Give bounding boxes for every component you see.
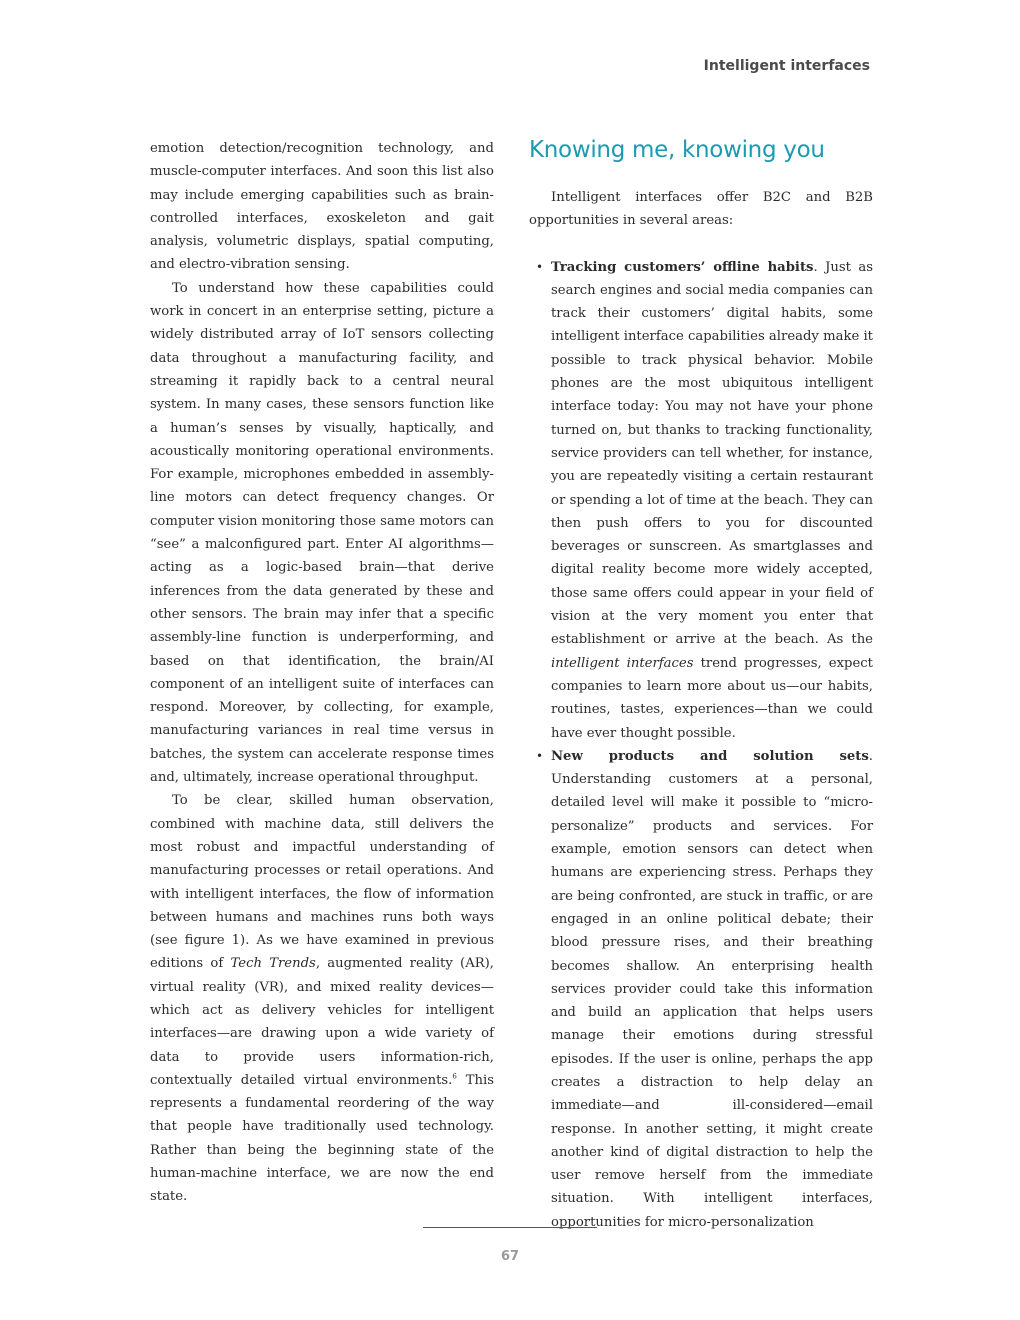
- page-number: 67: [500, 1249, 520, 1264]
- left-column: [150, 137, 494, 1209]
- bullet-list: [529, 256, 873, 1234]
- bullet-item: [536, 745, 873, 1234]
- trend-name: intelligent interfaces: [551, 655, 694, 671]
- right-column: [529, 137, 873, 1234]
- bullet-text-a: . Just as search engines and social media companies can track their customers’ digital habits, some intelligent interface capabilities already make it possible to track physical behavior. Mobile phones are the most ubiquitous intelligent interface today: You may not have your phone turned on, but thanks to tracking functionality, service providers can tell whether, for instance, you are repeatedly visiting a certain restaurant or spending a lot of time at the beach. They can then push offers to you for discounted beverages or sunscreen. As smartglasses and digital reality become more widely accepted, those same offers could appear in your field of vision at the very moment you enter that establishment or arrive at the beach. As the: [551, 259, 874, 648]
- bullet-lead: New products and solution sets: [551, 748, 869, 764]
- bullet-lead: Tracking customers’ offline habits: [551, 259, 814, 275]
- intro-paragraph: Intelligent interfaces offer B2C and B2B opportunities in several areas:: [529, 190, 873, 229]
- bullet-item: [536, 256, 874, 745]
- section-title: Knowing me, knowing you: [529, 137, 825, 163]
- footnote-ref[interactable]: 6: [452, 1072, 457, 1081]
- bullet-dot-icon: •: [536, 259, 544, 274]
- paragraph-3: [150, 789, 494, 1208]
- paragraph-2: To understand how these capabilities could work in concert in an enterprise setting, picture a widely distributed array of IoT sensors collecting data throughout a manufacturing facility, and streaming it rapidly back to a central neural system. In many cases, these sensors function like a human’s senses by visually, haptically, and acoustically monitoring operational environments. For example, microphones embedded in assembly-line motors can detect frequency changes. Or computer vision monitoring those same motors can “see” a malconfigured part. Enter AI algorithms—acting as a logic-based brain—that derive inferences from the data generated by these and other sensors. The brain may infer that a specific assembly-line function is underperforming, and based on that identification, the brain/AI component of an intelligent suite of interfaces can respond. Moreover, by collecting, for example, manufacturing variances in real time versus in batches, the system can accelerate response times and, ultimately, increase operational throughput.: [150, 280, 495, 786]
- paragraph-3-text-b: , augmented reality (AR), virtual reality (VR), and mixed reality devices—which act as delivery vehicles for intelligent interfaces—are drawing upon a wide variety of data to provide users information-rich, contextually detailed virtual environments.: [150, 956, 494, 1088]
- footer-divider: [423, 1227, 597, 1228]
- running-header: Intelligent interfaces: [703, 58, 870, 74]
- bullet-dot-icon: •: [536, 748, 544, 763]
- publication-title: Tech Trends: [230, 956, 316, 972]
- paragraph-1: emotion detection/recognition technology, and muscle-computer interfaces. And soon this list also may include emerging capabilities such as brain-controlled interfaces, exoskeleton and gait analysis, volumetric displays, spatial computing, and electro-vibration sensing.: [150, 141, 494, 273]
- bullet-text: . Understanding customers at a personal, detailed level will make it possible to “micro-personalize” products and services. For example, emotion sensors can detect when humans are experiencing stress. Perhaps they are being confronted, are stuck in traffic, or are engaged in an online political debate; their blood pressure rises, and their breathing becomes shallow. An enterprising health services provider could take this information and build an application that helps users manage their emotions during stressful episodes. If the user is online, perhaps the app creates a distraction to help delay an immediate—and ill-considered—email response. In another setting, it might create another kind of digital distraction to help the user remove herself from the immediate situation. With intelligent interfaces, opportunities for micro-personalization: [551, 748, 873, 1230]
- paragraph-3-text-c: This represents a fundamental reordering of the way that people have traditionally used technology. Rather than being the beginning state of the human-machine interface, we are now the end state.: [150, 1072, 494, 1205]
- paragraph-3-text-a: To be clear, skilled human observation, combined with machine data, still delivers the most robust and impactful understanding of manufacturing processes or retail operations. And with intelligent interfaces, the flow of information between humans and machines runs both ways (see figure 1). As we have examined in previous editions of: [150, 793, 494, 972]
- bullet-text-b: trend progresses, expect companies to learn more about us—our habits, routines, tastes, experiences—than we could have ever thought possible.: [551, 655, 873, 741]
